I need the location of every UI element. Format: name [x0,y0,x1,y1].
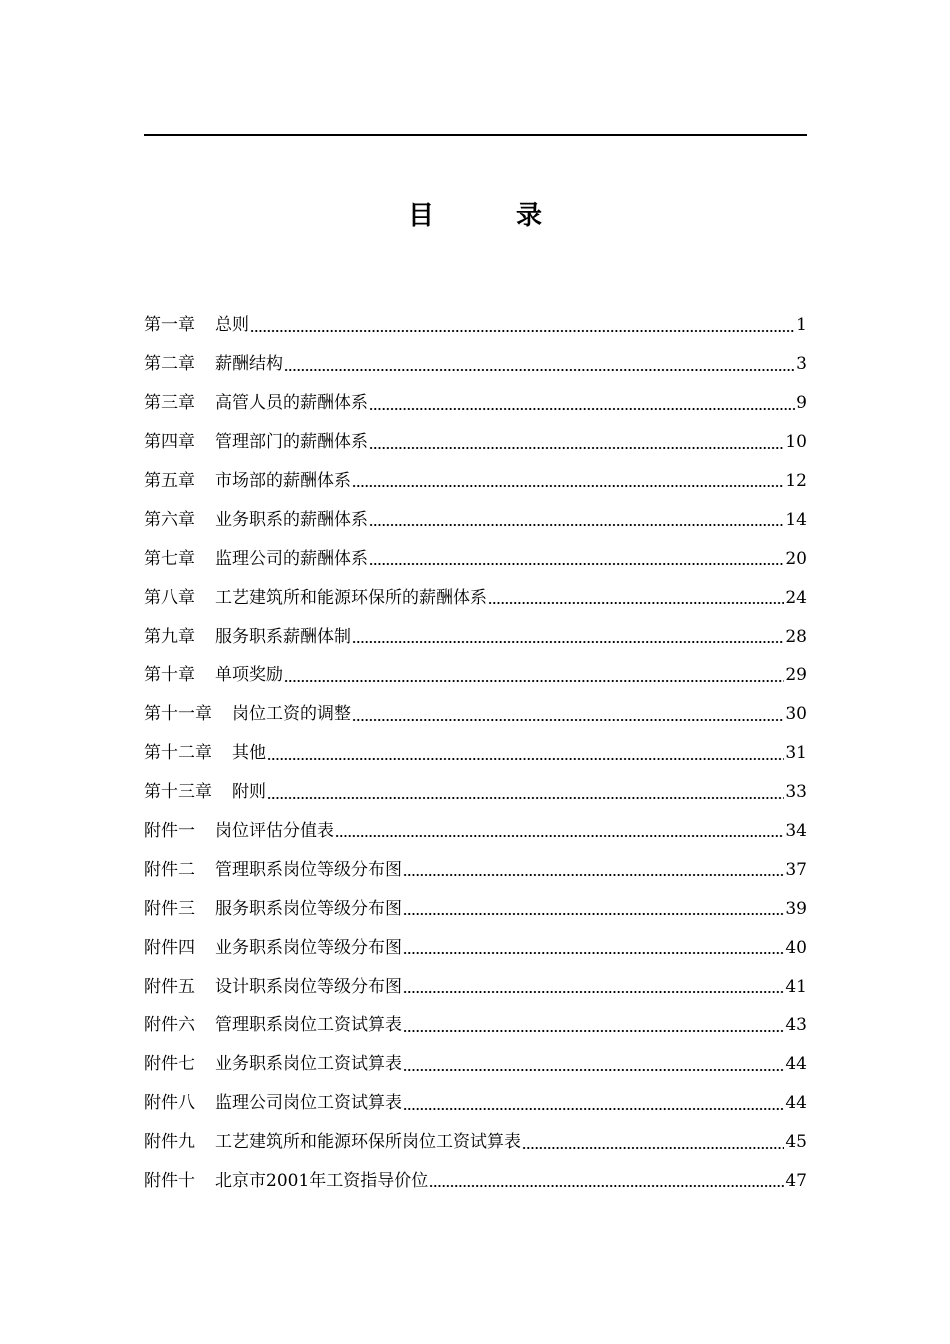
toc-entry-page-number: 3 [796,354,807,375]
toc-entry-title: 业务职系岗位工资试算表 [215,1054,402,1075]
toc-entry[interactable] [144,423,807,462]
toc-entry[interactable] [144,695,807,734]
toc-entry[interactable] [144,1006,807,1045]
toc-entry-title: 岗位评估分值表 [215,821,334,842]
toc-entry[interactable] [144,539,807,578]
toc-entry-number: 附件二 [144,859,195,880]
toc-entry-page-number: 33 [785,782,807,803]
toc-entry[interactable] [144,617,807,656]
toc-entry-number: 附件一 [144,821,195,842]
toc-dot-leader [488,601,784,605]
toc-dot-leader [369,523,784,527]
toc-dot-leader [284,368,795,372]
toc-entry-number: 第六章 [144,509,195,530]
toc-entry-number: 附件七 [144,1054,195,1075]
toc-dot-leader [250,329,795,333]
toc-dot-leader [403,912,784,916]
toc-entry-number: 第二章 [144,354,195,375]
toc-entry-number: 第三章 [144,393,195,414]
toc-dot-leader [369,446,784,450]
toc-entry[interactable] [144,1045,807,1084]
toc-entry-page-number: 30 [785,704,807,725]
toc-entry-page-number: 41 [785,976,807,997]
toc-entry-title: 单项奖励 [215,665,283,686]
toc-entry-number: 第七章 [144,548,195,569]
toc-entry-page-number: 10 [785,432,807,453]
toc-dot-leader [403,951,784,955]
toc-dot-leader [369,562,784,566]
toc-dot-leader [403,873,784,877]
toc-entry-title: 市场部的薪酬体系 [215,471,351,491]
toc-entry-title: 总则 [215,315,249,336]
toc-entry-number: 附件八 [144,1093,195,1114]
toc-entry[interactable] [144,1123,807,1162]
toc-entry-page-number: 44 [785,1054,807,1075]
toc-entry[interactable] [144,500,807,539]
toc-entry[interactable] [144,850,807,889]
toc-entry-title: 设计职系岗位等级分布图 [215,976,402,997]
toc-entry-number: 附件四 [144,937,195,958]
toc-entry-page-number: 28 [785,626,807,647]
toc-dot-leader [335,834,784,838]
toc-entry-number: 第五章 [144,471,195,491]
toc-entry-title: 北京市2001年工资指导价位 [215,1171,429,1192]
toc-dot-leader [352,484,784,488]
toc-entry[interactable] [144,773,807,812]
toc-entry-title: 管理部门的薪酬体系 [215,432,368,453]
toc-entry-title: 业务职系岗位等级分布图 [215,937,402,958]
toc-entry[interactable] [144,1162,807,1201]
toc-entry-page-number: 40 [785,937,807,958]
toc-entry-page-number: 31 [785,743,807,764]
toc-dot-leader [284,679,784,683]
toc-entry-title: 工艺建筑所和能源环保所的薪酬体系 [215,587,487,608]
toc-dot-leader [403,1068,784,1072]
toc-entry-title: 管理职系岗位工资试算表 [215,1015,402,1036]
toc-entry-page-number: 37 [785,859,807,880]
toc-entry-page-number: 12 [785,471,807,491]
toc-dot-leader [403,1107,784,1111]
toc-entry-number: 第十二章 [144,743,212,764]
toc-entry-number: 第一章 [144,315,195,336]
toc-entry-page-number: 29 [785,665,807,686]
toc-dot-leader [403,1029,784,1033]
toc-entry-title: 工艺建筑所和能源环保所岗位工资试算表 [215,1132,521,1153]
toc-entry-page-number: 43 [785,1015,807,1036]
toc-entry-number: 第八章 [144,587,195,608]
toc-entry[interactable] [144,384,807,423]
toc-entry-page-number: 45 [785,1132,807,1153]
toc-entry-number: 附件六 [144,1015,195,1036]
page-title: 目 录 [407,201,570,231]
toc-entry-number: 附件十 [144,1171,195,1192]
toc-entry-number: 附件五 [144,976,195,997]
toc-list [144,306,807,1200]
toc-entry[interactable] [144,306,807,345]
toc-entry-page-number: 39 [785,898,807,919]
toc-entry-title: 附则 [232,782,266,803]
toc-entry-page-number: 47 [785,1171,807,1192]
toc-dot-leader [352,718,784,722]
toc-entry-title: 薪酬结构 [215,354,283,375]
toc-entry-title: 管理职系岗位等级分布图 [215,859,402,880]
toc-entry-page-number: 44 [785,1093,807,1114]
toc-entry-title: 岗位工资的调整 [232,704,351,725]
toc-dot-leader [403,990,784,994]
toc-dot-leader [369,407,795,411]
toc-entry-number: 第十三章 [144,782,212,803]
toc-entry[interactable] [144,812,807,851]
toc-entry-page-number: 1 [796,315,807,336]
toc-entry-page-number: 34 [785,821,807,842]
toc-entry-number: 附件三 [144,898,195,919]
toc-entry-title: 监理公司岗位工资试算表 [215,1093,402,1114]
toc-dot-leader [267,796,784,800]
toc-entry[interactable] [144,1084,807,1123]
toc-dot-leader [522,1146,784,1150]
toc-dot-leader [267,757,784,761]
toc-entry-title: 其他 [232,743,266,764]
toc-dot-leader [429,1184,784,1188]
toc-entry-page-number: 14 [785,509,807,530]
toc-entry-title: 服务职系薪酬体制 [215,626,351,647]
toc-dot-leader [352,640,784,644]
toc-entry-title: 业务职系的薪酬体系 [215,509,368,530]
toc-entry[interactable] [144,967,807,1006]
toc-entry[interactable] [144,734,807,773]
toc-entry[interactable] [144,578,807,617]
toc-entry-title: 服务职系岗位等级分布图 [215,898,402,919]
toc-entry-number: 第十章 [144,665,195,686]
toc-entry-title: 高管人员的薪酬体系 [215,393,368,414]
toc-entry[interactable] [144,345,807,384]
toc-entry-page-number: 9 [796,393,807,414]
toc-entry-number: 第四章 [144,432,195,453]
toc-entry-title: 监理公司的薪酬体系 [215,548,368,569]
toc-entry[interactable] [144,462,807,501]
toc-entry-page-number: 24 [785,587,807,608]
toc-entry[interactable] [144,928,807,967]
toc-entry-page-number: 20 [785,548,807,569]
header-rule [144,134,807,136]
toc-entry-number: 第十一章 [144,704,212,725]
toc-entry[interactable] [144,889,807,928]
toc-entry-number: 第九章 [144,626,195,647]
toc-entry-number: 附件九 [144,1132,195,1153]
toc-entry[interactable] [144,656,807,695]
